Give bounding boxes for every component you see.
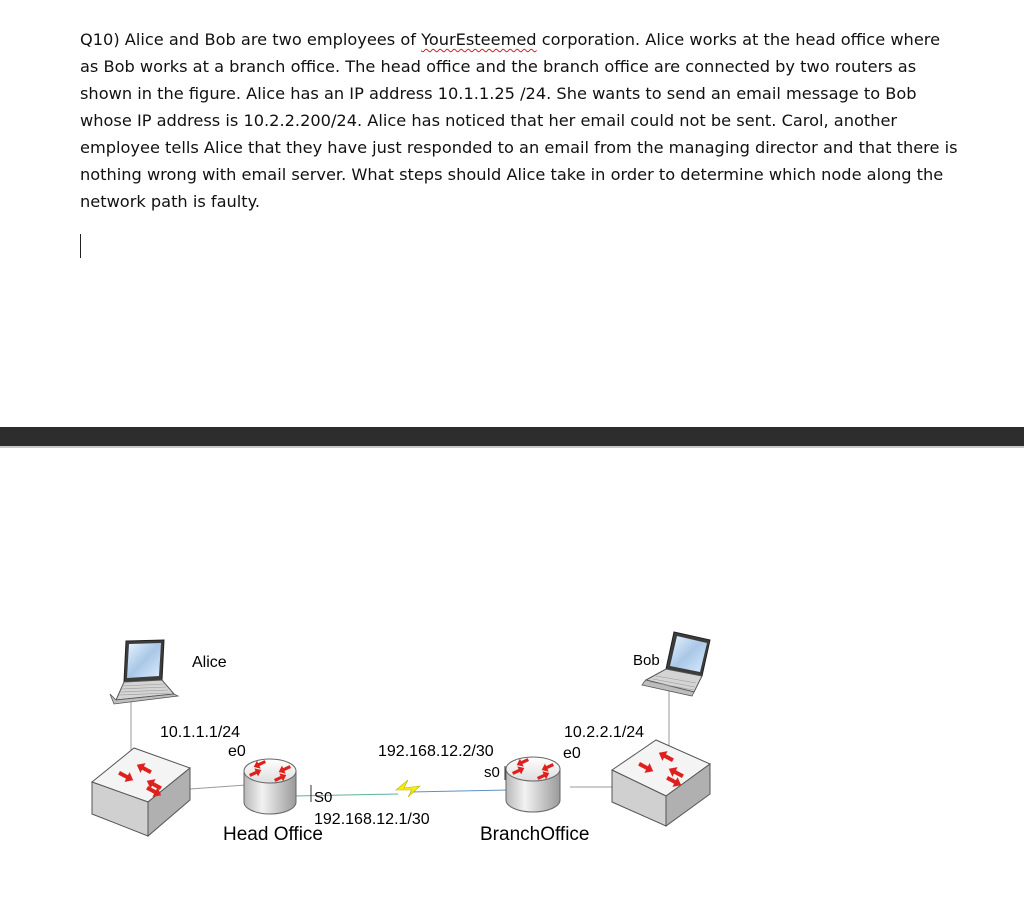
- branch-e0-label: e0: [563, 745, 581, 762]
- switch-icon: [612, 740, 710, 826]
- question-prefix: Q10) Alice and Bob are two employees of: [80, 30, 422, 49]
- branch-s0-label: s0: [484, 764, 500, 781]
- text-cursor: [80, 234, 81, 258]
- branch-lan-ip-label: 10.2.2.1/24: [564, 724, 645, 741]
- branch-office-label: BranchOffice: [480, 824, 590, 845]
- page-break-gap: [0, 427, 1024, 446]
- router-icon: [244, 758, 296, 814]
- bob-label: Bob: [633, 652, 660, 669]
- document-page-1[interactable]: [0, 0, 1024, 427]
- spellcheck-word[interactable]: YourEsteemed: [421, 30, 537, 49]
- head-s0-label: S0: [314, 789, 333, 806]
- laptop-icon: [110, 640, 178, 704]
- head-e0-label: e0: [228, 743, 246, 760]
- question-paragraph[interactable]: [80, 26, 960, 215]
- head-serial-ip-label: 192.168.12.1/30: [314, 811, 430, 828]
- network-diagram: [0, 448, 1024, 899]
- branch-serial-ip-label: 192.168.12.2/30: [378, 743, 494, 760]
- question-body: corporation. Alice works at the head office where as Bob works at a branch office. The head office and the branch office are connected by two routers as shown in the figure. Alice has an IP address 10.1.1.25 /24. She wants to send an email message to Bob whose IP address is 10.2.2.200/24. Alice has noticed that her email could not be sent. Carol, another employee tells Alice that they have just responded to an email from the managing director and that there is nothing wrong with email server. What steps should Alice take in order to determine which node along the network path is faulty.: [80, 30, 958, 211]
- switch-icon: [92, 748, 190, 836]
- head-office-label: Head Office: [223, 824, 323, 845]
- router-icon: [506, 756, 560, 812]
- serial-link-icon: [396, 780, 420, 797]
- alice-label: Alice: [192, 654, 227, 671]
- head-lan-ip-label: 10.1.1.1/24: [160, 724, 241, 741]
